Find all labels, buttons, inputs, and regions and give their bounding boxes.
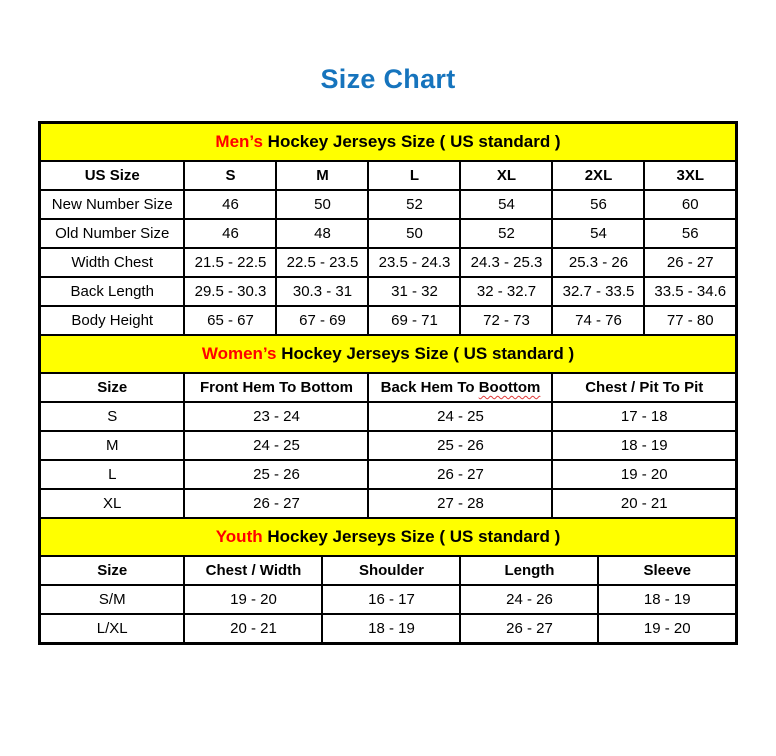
mens-value-cell: 52 [460, 219, 552, 248]
mens-value-cell: 69 - 71 [368, 306, 460, 335]
womens-section-band: Women’s Hockey Jerseys Size ( US standard ) [39, 335, 736, 373]
mens-value-cell: 21.5 - 22.5 [184, 248, 276, 277]
mens-column-header: M [276, 161, 368, 190]
mens-value-cell: 56 [644, 219, 736, 248]
mens-row-label: Body Height [39, 306, 184, 335]
youth-column-header: Chest / Width [184, 556, 322, 585]
womens-table-row [39, 402, 736, 431]
youth-row-label: L/XL [39, 614, 184, 644]
youth-value-cell: 18 - 19 [598, 585, 736, 614]
youth-column-header: Sleeve [598, 556, 736, 585]
womens-value-cell: 23 - 24 [184, 402, 368, 431]
youth-value-cell: 18 - 19 [322, 614, 460, 644]
mens-value-cell: 32 - 32.7 [460, 277, 552, 306]
womens-value-cell: 27 - 28 [368, 489, 552, 518]
youth-value-cell: 26 - 27 [460, 614, 598, 644]
mens-value-cell: 24.3 - 25.3 [460, 248, 552, 277]
mens-column-header: 3XL [644, 161, 736, 190]
mens-value-cell: 60 [644, 190, 736, 219]
mens-band-highlight-word: Men’s [215, 132, 263, 151]
mens-table-row [39, 248, 736, 277]
mens-value-cell: 29.5 - 30.3 [184, 277, 276, 306]
mens-value-cell: 50 [368, 219, 460, 248]
womens-table-row [39, 431, 736, 460]
womens-value-cell: 20 - 21 [552, 489, 736, 518]
womens-value-cell: 24 - 25 [368, 402, 552, 431]
mens-value-cell: 33.5 - 34.6 [644, 277, 736, 306]
mens-value-cell: 32.7 - 33.5 [552, 277, 644, 306]
mens-row-label: Back Length [39, 277, 184, 306]
womens-row-label: XL [39, 489, 184, 518]
youth-value-cell: 24 - 26 [460, 585, 598, 614]
womens-row-label: M [39, 431, 184, 460]
spellcheck-underlined-word: Boottom [478, 379, 541, 396]
youth-section-band: Youth Hockey Jerseys Size ( US standard ) [39, 518, 736, 556]
mens-value-cell: 52 [368, 190, 460, 219]
mens-value-cell: 30.3 - 31 [276, 277, 368, 306]
mens-value-cell: 31 - 32 [368, 277, 460, 306]
mens-value-cell: 74 - 76 [552, 306, 644, 335]
womens-value-cell: 24 - 25 [184, 431, 368, 460]
womens-table-row [39, 460, 736, 489]
youth-row-label: S/M [39, 585, 184, 614]
mens-value-cell: 46 [184, 219, 276, 248]
mens-row-label: Width Chest [39, 248, 184, 277]
mens-value-cell: 72 - 73 [460, 306, 552, 335]
womens-column-header: Front Hem To Bottom [184, 373, 368, 402]
womens-row-label: L [39, 460, 184, 489]
youth-value-cell: 16 - 17 [322, 585, 460, 614]
mens-section-band: Men’s Hockey Jerseys Size ( US standard ) [39, 123, 736, 162]
mens-value-cell: 23.5 - 24.3 [368, 248, 460, 277]
mens-value-cell: 77 - 80 [644, 306, 736, 335]
womens-value-cell: 26 - 27 [184, 489, 368, 518]
womens-value-cell: 25 - 26 [184, 460, 368, 489]
size-chart-page [0, 64, 776, 645]
mens-table-row [39, 306, 736, 335]
womens-row-label: S [39, 402, 184, 431]
mens-row-label: Old Number Size [39, 219, 184, 248]
womens-column-header: Back Hem To Boottom [368, 373, 552, 402]
mens-column-header: S [184, 161, 276, 190]
mens-value-cell: 67 - 69 [276, 306, 368, 335]
youth-value-cell: 20 - 21 [184, 614, 322, 644]
mens-value-cell: 22.5 - 23.5 [276, 248, 368, 277]
youth-column-header: Size [39, 556, 184, 585]
mens-column-header: L [368, 161, 460, 190]
mens-value-cell: 46 [184, 190, 276, 219]
mens-table-row [39, 219, 736, 248]
mens-value-cell: 48 [276, 219, 368, 248]
womens-value-cell: 18 - 19 [552, 431, 736, 460]
womens-column-header: Chest / Pit To Pit [552, 373, 736, 402]
mens-value-cell: 26 - 27 [644, 248, 736, 277]
youth-value-cell: 19 - 20 [598, 614, 736, 644]
mens-value-cell: 54 [460, 190, 552, 219]
mens-column-header: US Size [39, 161, 184, 190]
mens-value-cell: 54 [552, 219, 644, 248]
youth-value-cell: 19 - 20 [184, 585, 322, 614]
mens-value-cell: 65 - 67 [184, 306, 276, 335]
youth-table-row [39, 585, 736, 614]
womens-band-highlight-word: Women’s [201, 344, 277, 363]
page-title: Size Chart [320, 64, 456, 94]
mens-value-cell: 50 [276, 190, 368, 219]
size-chart-table [38, 121, 738, 645]
youth-table-row [39, 614, 736, 644]
mens-value-cell: 56 [552, 190, 644, 219]
mens-column-header: XL [460, 161, 552, 190]
womens-value-cell: 19 - 20 [552, 460, 736, 489]
womens-value-cell: 17 - 18 [552, 402, 736, 431]
womens-table-row [39, 489, 736, 518]
womens-column-header: Size [39, 373, 184, 402]
youth-column-header: Length [460, 556, 598, 585]
womens-value-cell: 26 - 27 [368, 460, 552, 489]
mens-column-header: 2XL [552, 161, 644, 190]
youth-column-header: Shoulder [322, 556, 460, 585]
womens-value-cell: 25 - 26 [368, 431, 552, 460]
mens-row-label: New Number Size [39, 190, 184, 219]
mens-table-row [39, 277, 736, 306]
mens-table-row [39, 190, 736, 219]
mens-value-cell: 25.3 - 26 [552, 248, 644, 277]
youth-band-highlight-word: Youth [215, 527, 263, 546]
